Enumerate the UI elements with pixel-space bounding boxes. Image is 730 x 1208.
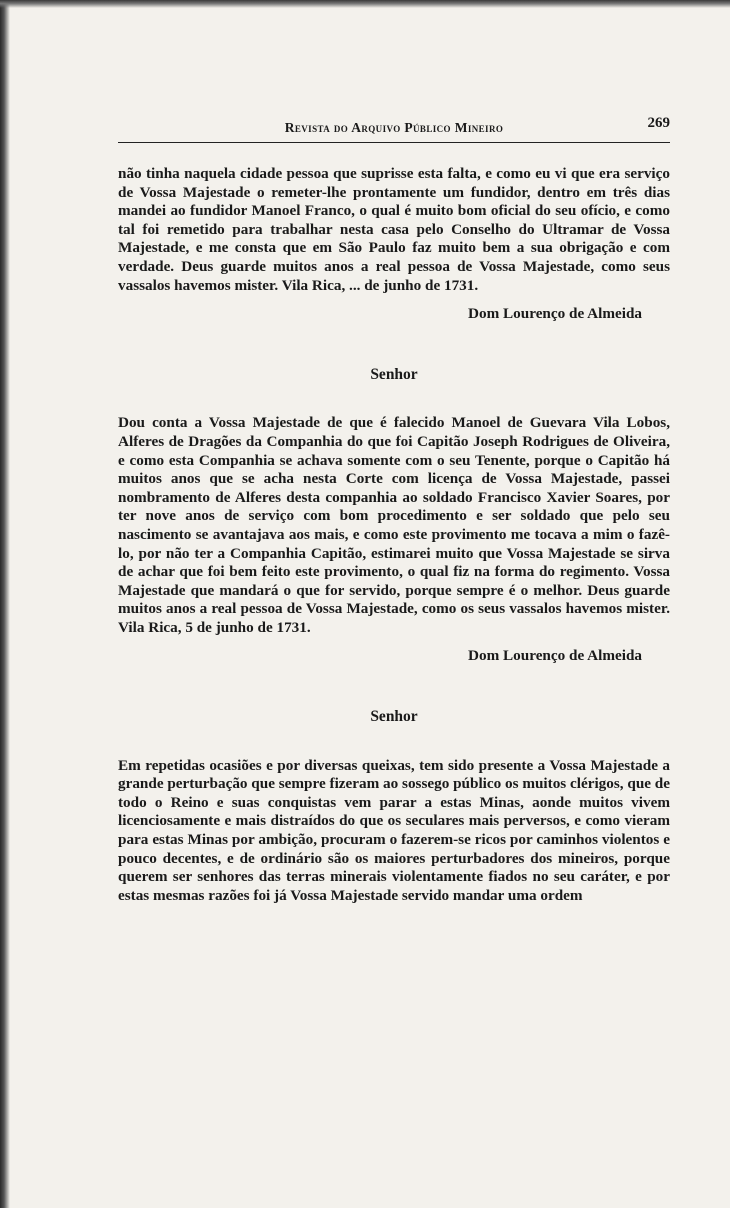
letter-2-salutation: Senhor	[370, 365, 418, 383]
letter-1-signature: Dom Lourenço de Almeida	[468, 305, 642, 323]
running-title: Revista do Arquivo Público Mineiro	[284, 120, 504, 135]
page-number: 269	[647, 115, 670, 131]
scan-edge-top	[0, 0, 730, 8]
page-body	[118, 165, 670, 905]
letter-3-salutation: Senhor	[370, 708, 418, 726]
scan-edge-left	[0, 0, 10, 1208]
running-header	[118, 112, 670, 143]
letter-2-body: Dou conta a Vossa Majestade de que é falecido Manoel de Guevara Vila Lobos, Alferes de Dragões da Companhia do que foi Capitão Joseph Rodrigues de Oliveira, e como esta Companhia se achava somente com o seu Tenente, porque o Capitão há muitos anos que se acha nesta Corte com licença de Vossa Majestade, passei nombramento de Alferes desta companhia ao soldado Francisco Xavier Soares, por ter nove anos de serviço com bom procedimento e ser soldado que pelo seu nascimento se avantajava aos mais, e como este provimento me tocava a mim o fazê-lo, por não ter a Companhia Capitão, estimarei muito que Vossa Majestade se sirva de achar que foi bem feito este provimento, o qual fiz na forma do regimento. Vossa Majestade que mandará o que for servido, porque sempre é o melhor. Deus guarde muitos anos a real pessoa de Vossa Majestade, como os seus vassalos havemos mister. Vila Rica, 5 de junho de 1731.	[118, 414, 670, 636]
letter-2-signature: Dom Lourenço de Almeida	[468, 647, 642, 665]
document-page	[118, 112, 670, 905]
letter-1-body: não tinha naquela cidade pessoa que suprisse esta falta, e como eu vi que era serviço de Vossa Majestade o remeter-lhe prontamente um fundidor, dentro em três dias mandei ao fundidor Manoel Franco, o qual é muito bom oficial do seu ofício, e como tal foi remetido para trabalhar nesta casa pelo Conselho do Ultramar de Vossa Majestade, e me consta que em São Paulo faz muito bem a sua obrigação e com verdade. Deus guarde muitos anos a real pessoa de Vossa Majestade, como seus vassalos havemos mister. Vila Rica, ... de junho de 1731.	[118, 165, 670, 294]
letter-3-body: Em repetidas ocasiões e por diversas queixas, tem sido presente a Vossa Majestade a grande perturbação que sempre fizeram ao sossego público os muitos clérigos, que de todo o Reino e suas conquistas vem parar a estas Minas, aonde muitos vivem licenciosamente e mais distraídos do que os seculares mais perversos, e como vieram para estas Minas por ambição, procuram o fazerem-se ricos por caminhos violentos e pouco decentes, e de ordinário são os maiores perturbadores dos mineiros, porque querem ser senhores das terras minerais violentamente fiados no seu caráter, e por estas mesmas razões foi já Vossa Majestade servido mandar uma ordem	[118, 756, 670, 904]
